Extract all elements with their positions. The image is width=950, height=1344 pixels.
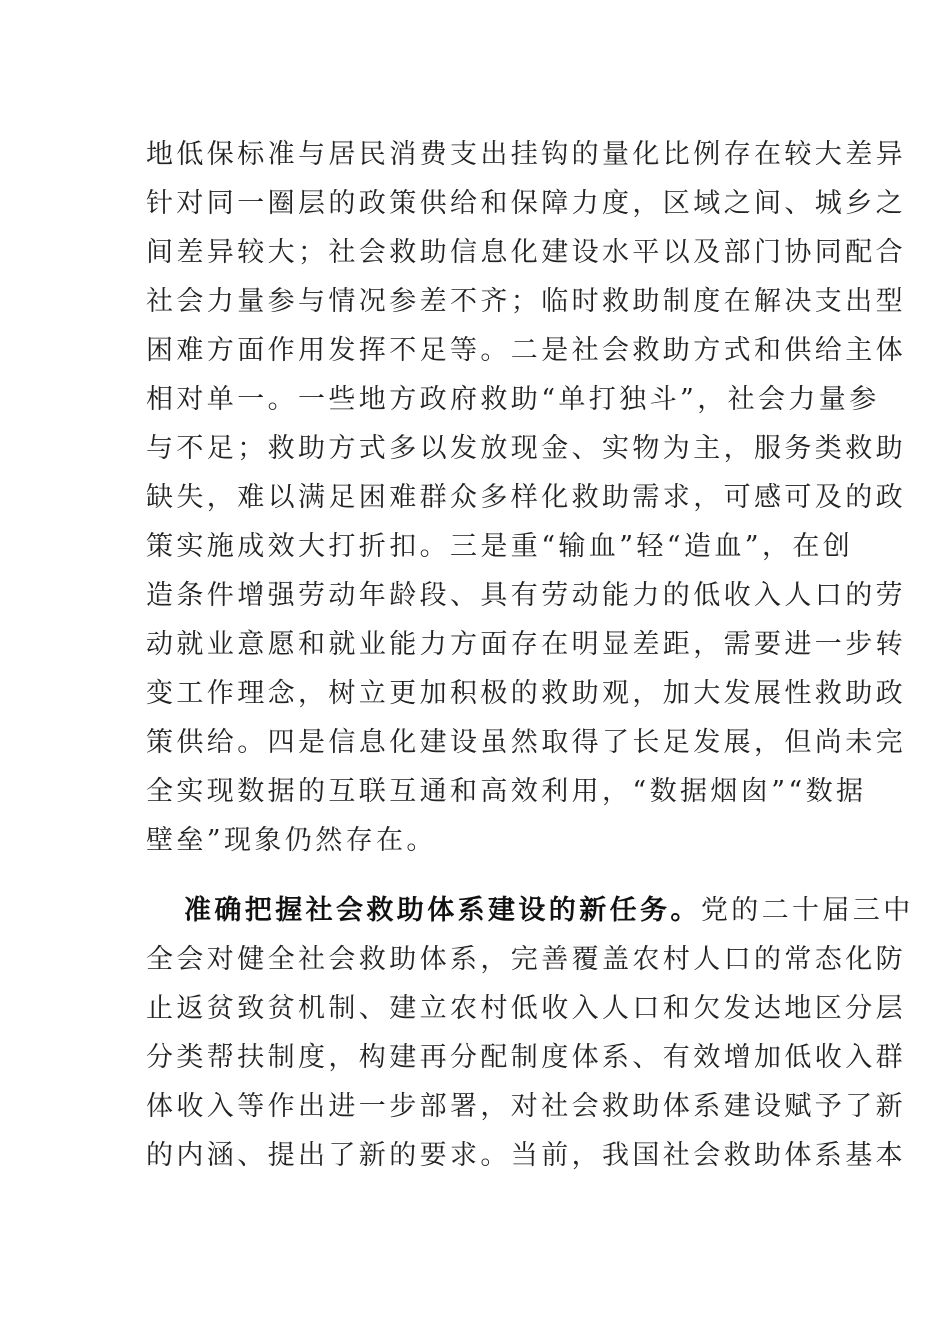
paragraph-2-line-5: 体收入等作出进一步部署，对社会救助体系建设赋予了新: [146, 1091, 906, 1122]
paragraph-1-line-7: 与不足；救助方式多以发放现金、实物为主，服务类救助: [146, 433, 906, 464]
paragraph-1-line-6: 相对单一。一些地方政府救助“单打独斗”，社会力量参: [146, 384, 880, 415]
paragraph-1-line-13: 策供给。四是信息化建设虽然取得了长足发展，但尚未完: [146, 727, 906, 758]
paragraph-2-line-2: 全会对健全社会救助体系，完善覆盖农村人口的常态化防: [146, 944, 906, 975]
paragraph-2-line-6: 的内涵、提出了新的要求。当前，我国社会救助体系基本: [146, 1140, 906, 1171]
paragraph-1-line-2: 针对同一圈层的政策供给和保障力度，区域之间、城乡之: [146, 188, 906, 219]
paragraph-1-line-5: 困难方面作用发挥不足等。二是社会救助方式和供给主体: [146, 335, 906, 366]
paragraph-1-line-8: 缺失，难以满足困难群众多样化救助需求，可感可及的政: [146, 482, 906, 513]
paragraph-1-line-3: 间差异较大；社会救助信息化建设水平以及部门协同配合: [146, 237, 906, 268]
paragraph-1-line-4: 社会力量参与情况参差不齐；临时救助制度在解决支出型: [146, 286, 906, 317]
paragraph-1-line-10: 造条件增强劳动年龄段、具有劳动能力的低收入人口的劳: [146, 580, 906, 611]
paragraph-1-line-9: 策实施成效大打折扣。三是重“输血”轻“造血”，在创: [146, 531, 854, 562]
paragraph-1-line-15: 壁垒”现象仍然存在。: [146, 825, 437, 856]
paragraph-1-line-1: 地低保标准与居民消费支出挂钩的量化比例存在较大差异: [146, 139, 906, 170]
paragraph-2-line-3: 止返贫致贫机制、建立农村低收入人口和欠发达地区分层: [146, 993, 906, 1024]
paragraph-2-line-4: 分类帮扶制度，构建再分配制度体系、有效增加低收入群: [146, 1042, 906, 1073]
paragraph-2-line-1: [184, 893, 914, 929]
paragraph-2-line-1-rest: 党的二十届三中: [700, 895, 914, 926]
paragraph-1-line-11: 动就业意愿和就业能力方面存在明显差距，需要进一步转: [146, 629, 906, 660]
paragraph-1-line-14: 全实现数据的互联互通和高效利用，“数据烟囱”“数据: [146, 776, 867, 807]
paragraph-1-line-12: 变工作理念，树立更加积极的救助观，加大发展性救助政: [146, 678, 906, 709]
section-heading: 准确把握社会救助体系建设的新任务。: [184, 895, 701, 926]
